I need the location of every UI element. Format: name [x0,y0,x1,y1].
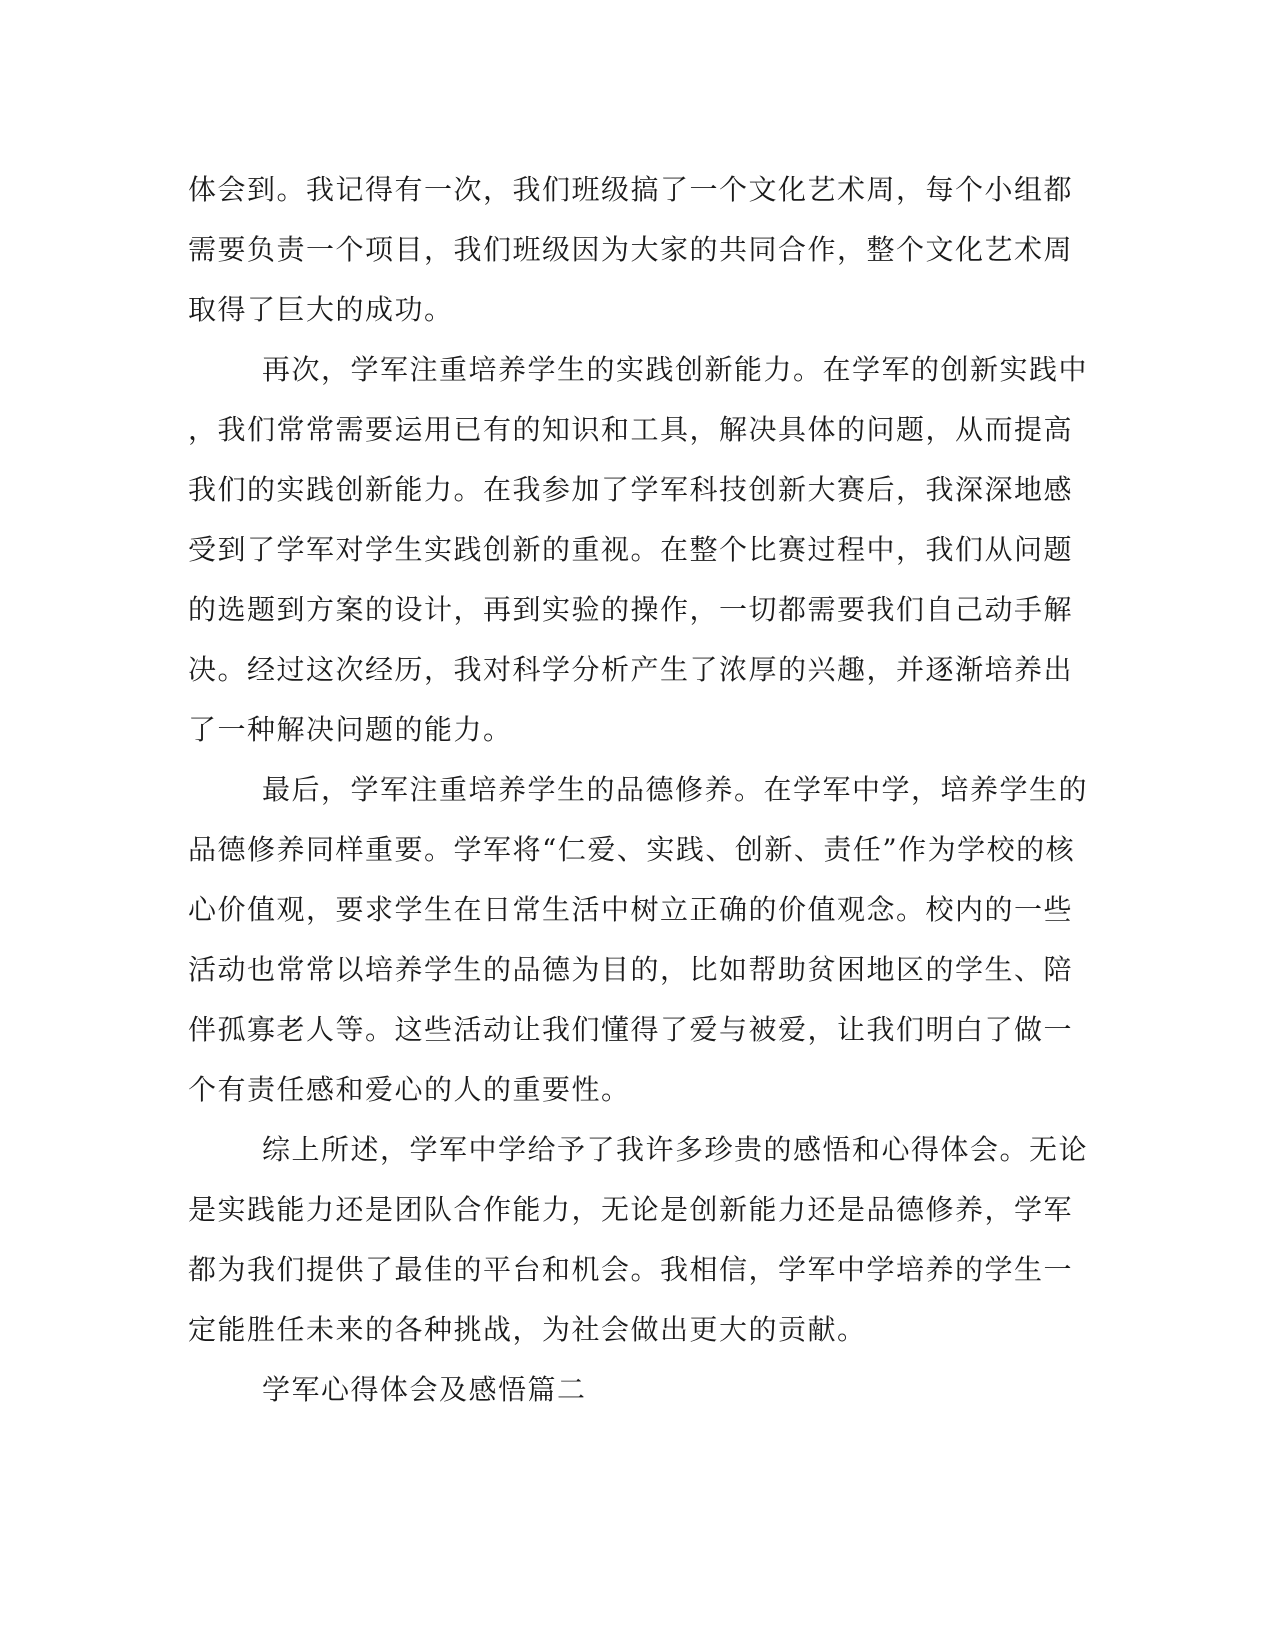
text-line: 了一种解决问题的能力。 [188,713,513,746]
text-line: 是实践能力还是团队合作能力，无论是创新能力还是品德修养，学军 [188,1193,1074,1226]
paragraph-4 [188,1120,1089,1360]
text-line: 需要负责一个项目，我们班级因为大家的共同合作，整个文化艺术周 [188,233,1074,266]
text-line: 都为我们提供了最佳的平台和机会。我相信，学军中学培养的学生一 [188,1253,1074,1286]
text-line: 受到了学军对学生实践创新的重视。在整个比赛过程中，我们从问题 [188,533,1074,566]
section-title: 学军心得体会及感悟篇二 [262,1373,587,1406]
text-line: 品德修养同样重要。学军将“仁爱、实践、创新、责任”作为学校的核 [188,833,1076,866]
text-line: ，我们常常需要运用已有的知识和工具，解决具体的问题，从而提高 [188,413,1074,446]
text-line: 最后，学军注重培养学生的品德修养。在学军中学，培养学生的 [262,773,1089,806]
text-line: 我们的实践创新能力。在我参加了学军科技创新大赛后，我深深地感 [188,473,1074,506]
paragraph-2 [188,340,1089,760]
text-line: 心价值观，要求学生在日常生活中树立正确的价值观念。校内的一些 [188,893,1074,926]
text-line: 综上所述，学军中学给予了我许多珍贵的感悟和心得体会。无论 [262,1133,1089,1166]
text-line: 决。经过这次经历，我对科学分析产生了浓厚的兴趣，并逐渐培养出 [188,653,1074,686]
text-line: 定能胜任未来的各种挑战，为社会做出更大的贡献。 [188,1313,867,1346]
paragraph-3 [188,760,1089,1120]
text-line: 个有责任感和爱心的人的重要性。 [188,1073,631,1106]
text-line: 再次，学军注重培养学生的实践创新能力。在学军的创新实践中 [262,353,1089,386]
paragraph-1 [188,160,1074,340]
text-line: 体会到。我记得有一次，我们班级搞了一个文化艺术周，每个小组都 [188,173,1074,206]
document-body [188,160,1089,1420]
text-line: 活动也常常以培养学生的品德为目的，比如帮助贫困地区的学生、陪 [188,953,1074,986]
text-line: 伴孤寡老人等。这些活动让我们懂得了爱与被爱，让我们明白了做一 [188,1013,1074,1046]
text-line: 取得了巨大的成功。 [188,293,454,326]
text-line: 的选题到方案的设计，再到实验的操作，一切都需要我们自己动手解 [188,593,1074,626]
section-heading [188,1360,1068,1420]
